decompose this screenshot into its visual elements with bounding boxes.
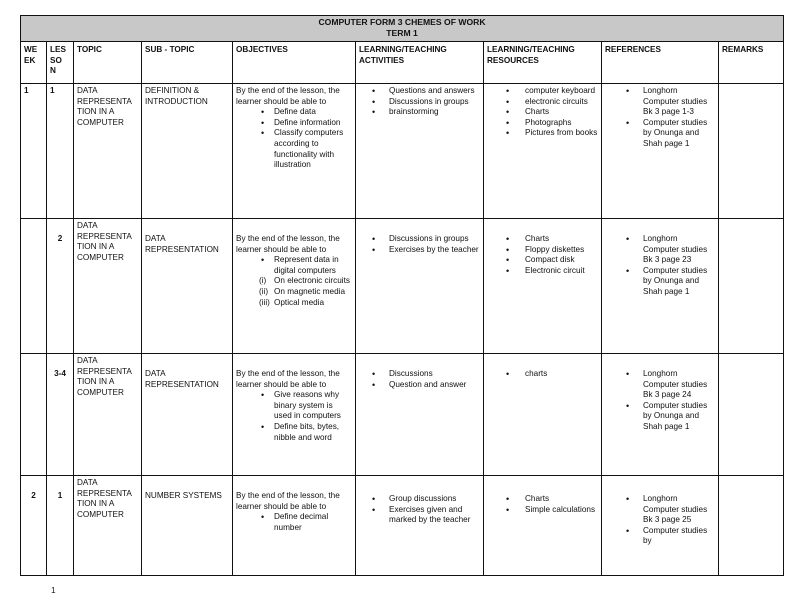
topic-cell: DATA REPRESENTA TION IN A COMPUTER — [74, 354, 142, 476]
activities-cell — [356, 476, 484, 576]
lesson-cell — [47, 354, 74, 476]
resource-item: • Simple calculations — [487, 505, 598, 516]
activity-item: • Exercises given and marked by the teacher — [359, 505, 480, 526]
activities-cell — [356, 219, 484, 354]
subtopic-value: DATA REPRESENTATION — [145, 234, 219, 254]
reference-item: • Longhorn Computer studies Bk 3 page 23 — [605, 234, 715, 266]
resources-list — [487, 86, 598, 139]
resources-list — [487, 494, 598, 515]
resources-cell — [484, 219, 602, 354]
page-number: 1 — [51, 586, 56, 595]
references-cell — [602, 84, 719, 219]
references-list — [605, 234, 715, 298]
topic-cell: DATA REPRESENTA TION IN A COMPUTER — [74, 476, 142, 576]
subtopic-value: DATA REPRESENTATION — [145, 369, 219, 389]
references-cell — [602, 354, 719, 476]
resource-item: • Charts — [487, 107, 598, 118]
references-list — [605, 494, 715, 547]
objective-intro: By the end of the lesson, the learner should be able to — [236, 234, 340, 254]
resource-item: • Charts — [487, 494, 598, 505]
reference-item: • Longhorn Computer studies Bk 3 page 24 — [605, 369, 715, 401]
table-row — [21, 476, 784, 576]
sub-objective-text: Optical media — [274, 297, 325, 307]
header-remarks: REMARKS — [719, 42, 784, 84]
header-references: REFERENCES — [602, 42, 719, 84]
subtopic-cell: DEFINITION & INTRODUCTION — [142, 84, 233, 219]
sub-objective-text: On electronic circuits — [274, 276, 350, 286]
title-line-1: COMPUTER FORM 3 CHEMES OF WORK — [318, 17, 486, 27]
header-objectives: OBJECTIVES — [233, 42, 356, 84]
reference-item: • Longhorn Computer studies Bk 3 page 1-3 — [605, 86, 715, 118]
resources-cell — [484, 476, 602, 576]
objectives-list — [236, 107, 352, 171]
resource-item: • charts — [487, 369, 598, 380]
roman-marker: (ii) — [259, 286, 269, 296]
subtopic-value: NUMBER SYSTEMS — [145, 491, 222, 500]
objective-item: • Define data — [236, 107, 352, 118]
activity-item: • Group discussions — [359, 494, 480, 505]
roman-marker: (i) — [259, 276, 267, 286]
resource-item: • Compact disk — [487, 255, 598, 266]
subtopic-cell — [142, 219, 233, 354]
subtopic-cell — [142, 476, 233, 576]
activities-list — [359, 86, 480, 118]
topic-cell: DATA REPRESENTA TION IN A COMPUTER — [74, 84, 142, 219]
resource-item: • electronic circuits — [487, 97, 598, 108]
table-row — [21, 219, 784, 354]
subtopic-cell — [142, 354, 233, 476]
lesson-cell — [47, 219, 74, 354]
scheme-of-work-page — [20, 15, 783, 576]
references-list — [605, 369, 715, 433]
document-title — [21, 16, 784, 42]
header-subtopic: SUB - TOPIC — [142, 42, 233, 84]
objectives-cell — [233, 84, 356, 219]
activity-item: • Discussions in groups — [359, 97, 480, 108]
table-row — [21, 84, 784, 219]
table-row — [21, 354, 784, 476]
activities-list — [359, 369, 480, 390]
objective-item: • Define decimal number — [236, 512, 352, 533]
topic-cell: DATA REPRESENTA TION IN A COMPUTER — [74, 219, 142, 354]
resource-item: • Floppy diskettes — [487, 245, 598, 256]
objective-item: • Define bits, bytes, nibble and word — [236, 422, 352, 443]
activities-cell — [356, 354, 484, 476]
resource-item: • Electronic circuit — [487, 266, 598, 277]
resources-list — [487, 369, 598, 380]
objective-item: • Classify computers according to functionality with illustration — [236, 128, 352, 170]
remarks-cell — [719, 476, 784, 576]
reference-item: • Longhorn Computer studies Bk 3 page 25 — [605, 494, 715, 526]
references-cell — [602, 476, 719, 576]
header-week: WE EK — [21, 42, 47, 84]
reference-item: • Computer studies by Onunga and Shah page 1 — [605, 401, 715, 433]
activity-item: • brainstorming — [359, 107, 480, 118]
week-cell — [21, 476, 47, 576]
objective-intro: By the end of the lesson, the learner should be able to — [236, 86, 340, 106]
roman-marker: (iii) — [259, 297, 270, 307]
reference-item: • Computer studies by Onunga and Shah page 1 — [605, 118, 715, 150]
lesson-value: 3-4 — [54, 369, 66, 378]
references-list — [605, 86, 715, 150]
activities-list — [359, 234, 480, 255]
objectives-cell — [233, 354, 356, 476]
header-row — [21, 42, 784, 84]
resource-item: • Charts — [487, 234, 598, 245]
objective-intro: By the end of the lesson, the learner should be able to — [236, 491, 340, 511]
objectives-cell — [233, 476, 356, 576]
week-cell — [21, 354, 47, 476]
week-cell — [21, 219, 47, 354]
resource-item: • computer keyboard — [487, 86, 598, 97]
resources-list — [487, 234, 598, 276]
activity-item: • Discussions — [359, 369, 480, 380]
scheme-of-work-table — [20, 15, 784, 576]
objectives-list — [236, 390, 352, 443]
activity-item: • Discussions in groups — [359, 234, 480, 245]
activities-list — [359, 494, 480, 526]
activities-cell — [356, 84, 484, 219]
week-cell: 1 — [21, 84, 47, 219]
resource-item: • Photographs — [487, 118, 598, 129]
objective-item: • Give reasons why binary system is used in computers — [236, 390, 352, 422]
objective-intro: By the end of the lesson, the learner should be able to — [236, 369, 340, 389]
references-cell — [602, 219, 719, 354]
lesson-cell — [47, 476, 74, 576]
remarks-cell — [719, 219, 784, 354]
title-row — [21, 16, 784, 42]
objectives-list — [236, 255, 352, 276]
activity-item: • Exercises by the teacher — [359, 245, 480, 256]
sub-objective-item — [236, 287, 352, 298]
lesson-value: 2 — [57, 234, 63, 243]
header-lesson: LES SO N — [47, 42, 74, 84]
reference-item: • Computer studies by Onunga and Shah page 1 — [605, 266, 715, 298]
header-topic: TOPIC — [74, 42, 142, 84]
reference-item: • Computer studies by — [605, 526, 715, 547]
objectives-list — [236, 512, 352, 533]
remarks-cell — [719, 354, 784, 476]
lesson-cell: 1 — [47, 84, 74, 219]
objective-item: • Define information — [236, 118, 352, 129]
objectives-cell — [233, 219, 356, 354]
header-activities: LEARNING/TEACHING ACTIVITIES — [356, 42, 484, 84]
sub-objective-item — [236, 298, 352, 309]
resource-item: • Pictures from books — [487, 128, 598, 139]
lesson-value: 1 — [57, 491, 63, 500]
activity-item: • Questions and answers — [359, 86, 480, 97]
title-line-2: TERM 1 — [386, 28, 418, 38]
header-resources: LEARNING/TEACHING RESOURCES — [484, 42, 602, 84]
sub-objective-text: On magnetic media — [274, 286, 345, 296]
resources-cell — [484, 354, 602, 476]
week-value: 2 — [31, 491, 36, 500]
activity-item: • Question and answer — [359, 380, 480, 391]
sub-objective-item — [236, 276, 352, 287]
resources-cell — [484, 84, 602, 219]
objective-item: • Represent data in digital computers — [236, 255, 352, 276]
remarks-cell — [719, 84, 784, 219]
sub-objectives-list — [236, 276, 352, 308]
